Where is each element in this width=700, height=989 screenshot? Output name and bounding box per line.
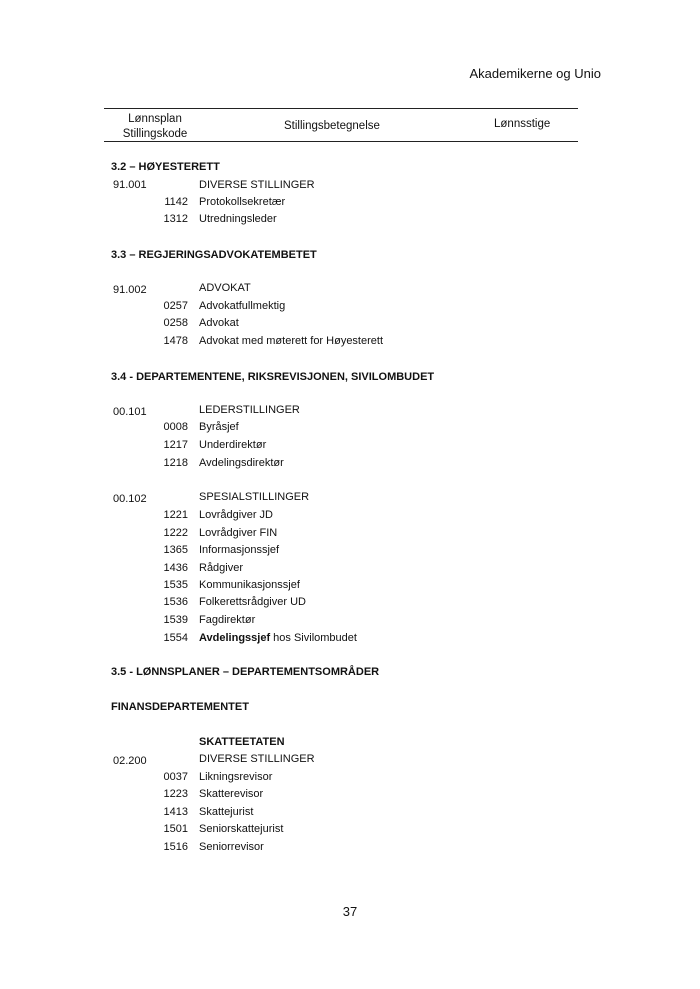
position-code: 1536 xyxy=(163,596,188,608)
position-name: Folkerettsrådgiver UD xyxy=(199,596,306,608)
position-group: SPESIALSTILLINGER xyxy=(199,491,310,503)
position-name: Avdelingsdirektør xyxy=(199,457,284,469)
position-code: 1142 xyxy=(164,196,188,208)
page-number: 37 xyxy=(342,904,358,919)
document-header-org: Akademikerne og Unio xyxy=(469,66,601,81)
section-title: 3.4 - DEPARTEMENTENE, RIKSREVISJONEN, SIVILOMBUDET xyxy=(111,371,435,383)
position-name: Skattejurist xyxy=(199,806,254,818)
position-code: 1365 xyxy=(163,544,188,556)
position-code: 1554 xyxy=(163,632,188,644)
position-name-bold: Avdelingssjef xyxy=(199,632,271,644)
position-code: 1539 xyxy=(163,614,188,626)
position-name: Lovrådgiver JD xyxy=(199,509,273,521)
position-code: 1221 xyxy=(163,509,188,521)
position-name: Likningsrevisor xyxy=(199,771,273,783)
column-header-lonnsplan-line2: Stillingskode xyxy=(122,128,188,140)
position-code: 1478 xyxy=(163,335,188,347)
section-title: 3.5 - LØNNSPLANER – DEPARTEMENTSOMRÅDER xyxy=(111,666,380,678)
position-code: 1217 xyxy=(163,439,188,451)
position-code: 1436 xyxy=(163,562,188,574)
column-header-stillingsbetegnelse: Stillingsbetegnelse xyxy=(284,120,380,132)
position-group: DIVERSE STILLINGER xyxy=(199,753,315,765)
position-name: Seniorrevisor xyxy=(199,841,264,853)
section-title: 3.2 – HØYESTERETT xyxy=(111,161,220,173)
position-code: 0258 xyxy=(163,317,188,329)
position-name: Seniorskattejurist xyxy=(199,823,284,835)
section-title: 3.3 – REGJERINGSADVOKATEMBETET xyxy=(111,249,317,261)
position-code: 1218 xyxy=(163,457,188,469)
position-name: Fagdirektør xyxy=(199,614,256,626)
position-name xyxy=(199,632,357,644)
column-header-lonnsstige: Lønnsstige xyxy=(494,118,551,130)
plan-code: 02.200 xyxy=(113,755,147,767)
position-code: 0257 xyxy=(163,300,188,312)
position-group: DIVERSE STILLINGER xyxy=(199,179,315,191)
position-code: 1501 xyxy=(163,823,188,835)
position-code: 1516 xyxy=(163,841,188,853)
position-name: Informasjonssjef xyxy=(199,544,280,556)
position-name: Utredningsleder xyxy=(199,213,277,225)
plan-code: 00.102 xyxy=(113,493,147,505)
position-name: Lovrådgiver FIN xyxy=(199,527,278,539)
position-name: Rådgiver xyxy=(199,562,244,574)
position-name: Underdirektør xyxy=(199,439,267,451)
position-group: ADVOKAT xyxy=(199,282,251,294)
table-header-top-rule xyxy=(104,108,578,109)
position-name: Skatterevisor xyxy=(199,788,264,800)
agency-title: SKATTEETATEN xyxy=(199,736,285,748)
position-name: Kommunikasjonssjef xyxy=(199,579,300,591)
plan-code: 00.101 xyxy=(113,406,147,418)
table-header-bottom-rule xyxy=(104,141,578,142)
position-name: Advokatfullmektig xyxy=(199,300,286,312)
plan-code: 91.002 xyxy=(113,284,147,296)
position-code: 1223 xyxy=(163,788,188,800)
position-name: Byråsjef xyxy=(199,421,239,433)
position-name-rest: hos Sivilombudet xyxy=(270,632,357,644)
position-code: 0037 xyxy=(163,771,188,783)
position-group: LEDERSTILLINGER xyxy=(199,404,300,416)
plan-code: 91.001 xyxy=(113,179,147,191)
department-title: FINANSDEPARTEMENTET xyxy=(111,701,249,713)
position-name: Advokat xyxy=(199,317,239,329)
position-code: 1413 xyxy=(163,806,188,818)
position-code: 1535 xyxy=(163,579,188,591)
position-name: Advokat med møterett for Høyesterett xyxy=(199,335,384,347)
column-header-lonnsplan-line1: Lønnsplan xyxy=(128,113,182,125)
position-code: 0008 xyxy=(163,421,188,433)
position-code: 1312 xyxy=(163,213,188,225)
column-header-lonnsplan xyxy=(112,112,198,142)
position-name: Protokollsekretær xyxy=(199,196,286,208)
position-code: 1222 xyxy=(163,527,188,539)
